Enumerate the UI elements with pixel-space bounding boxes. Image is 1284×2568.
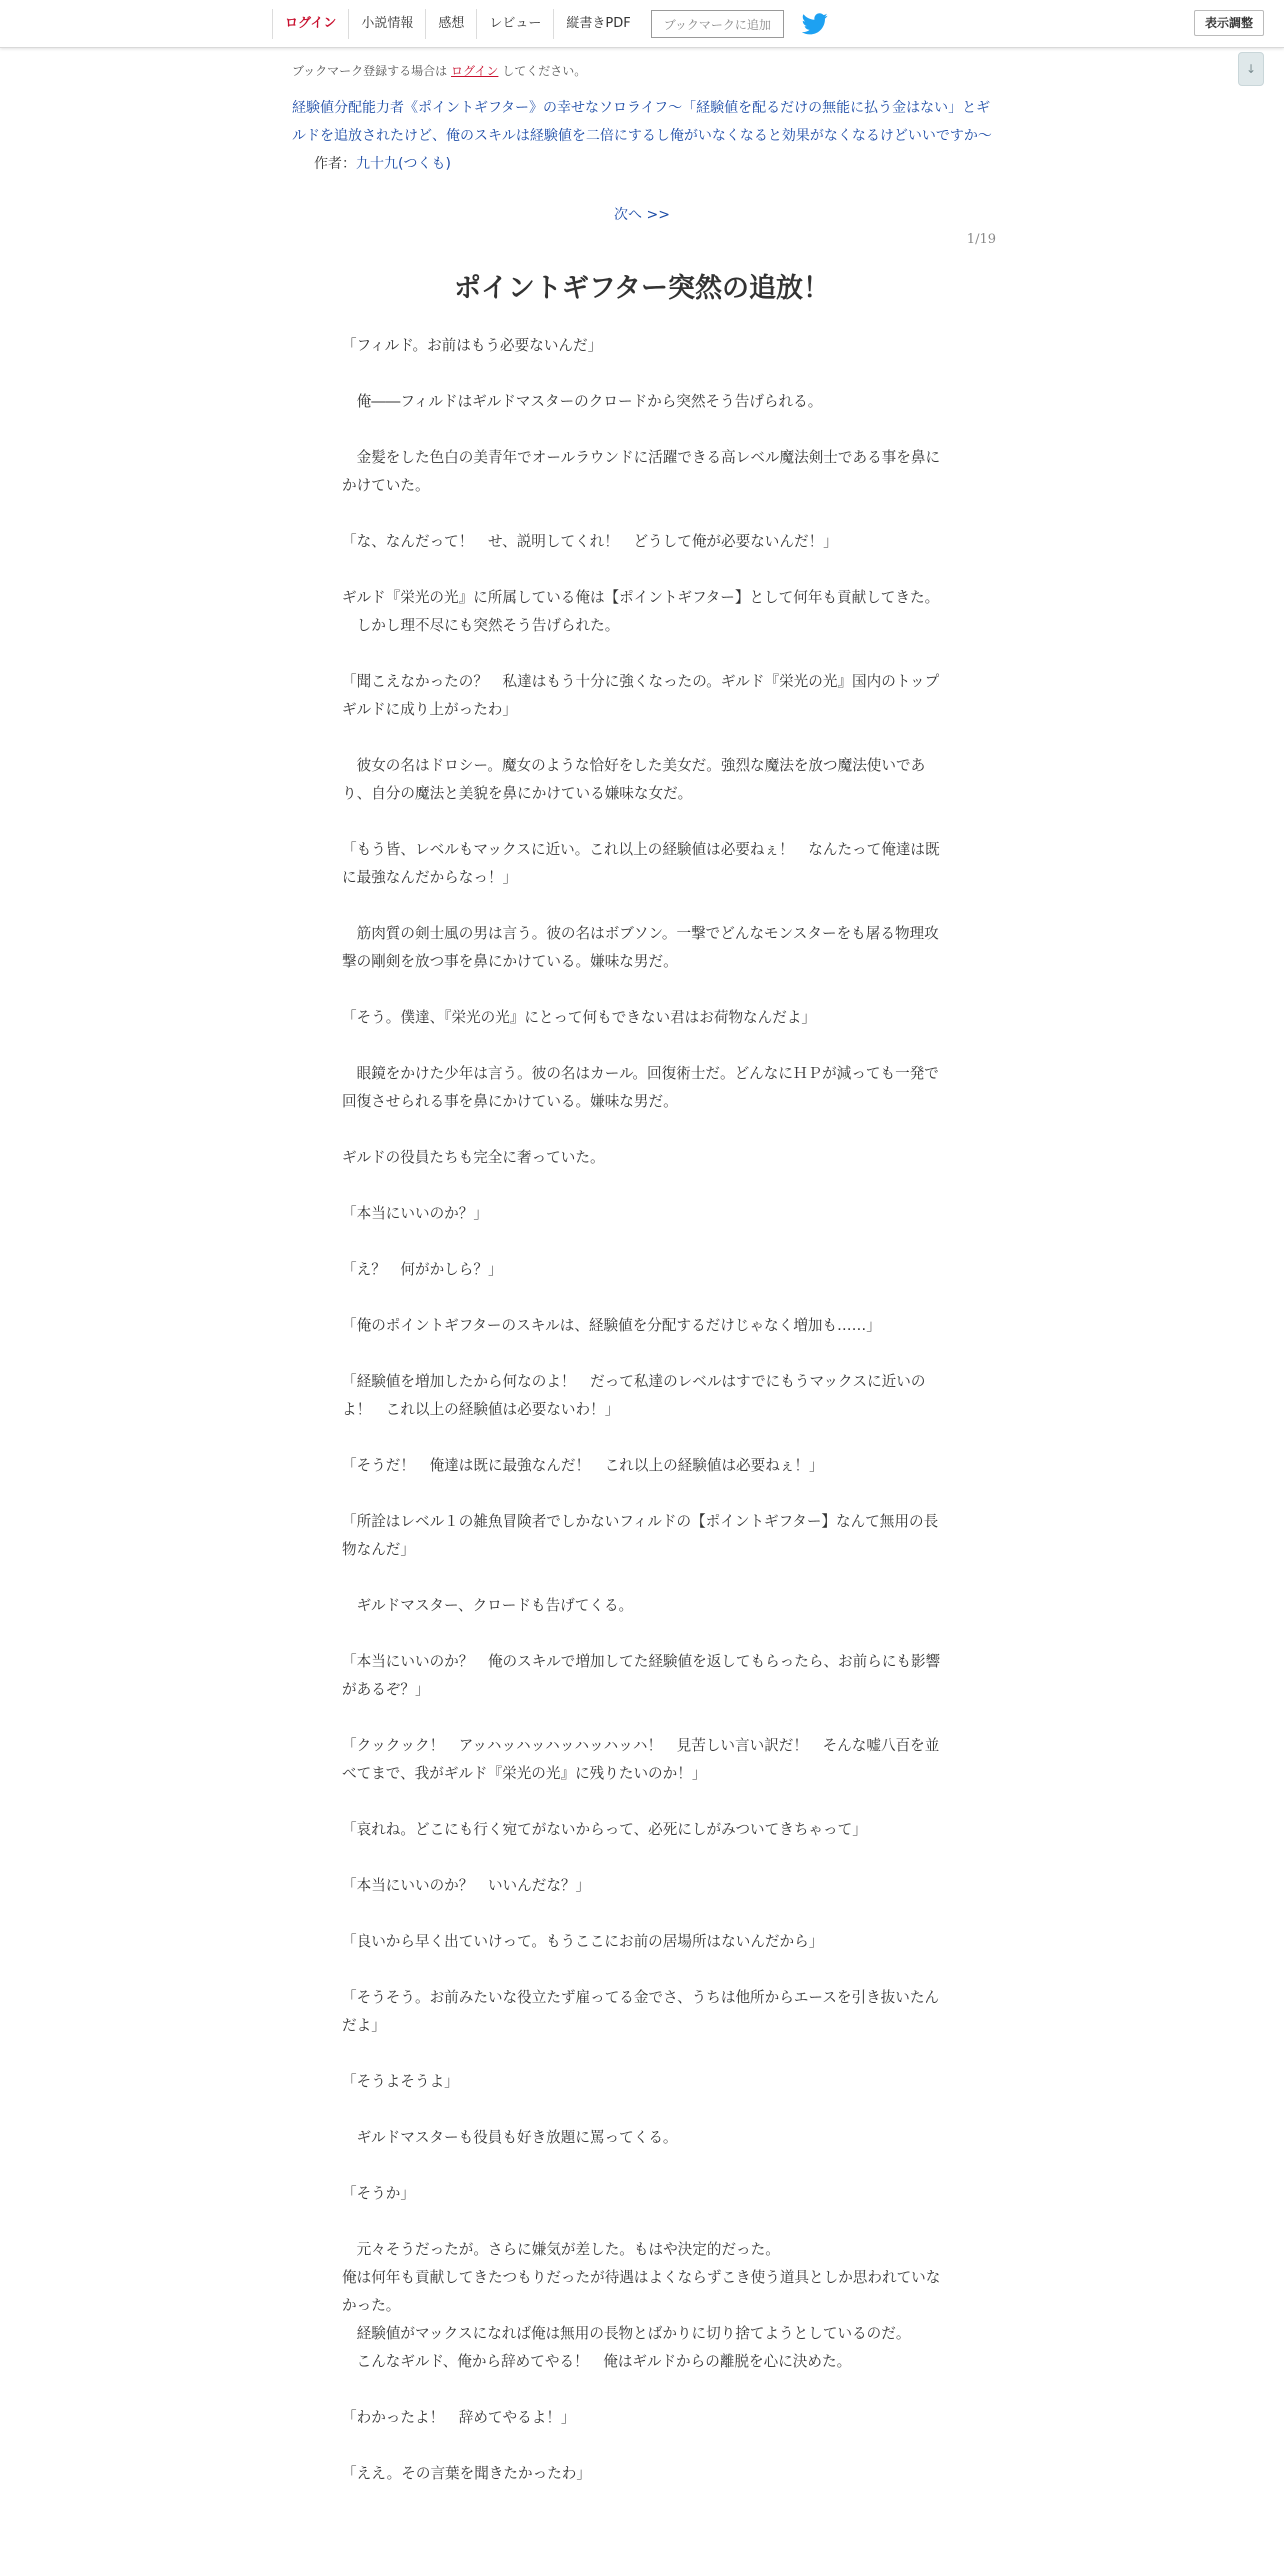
nav-menu [272, 8, 828, 40]
paragraph: ギルド『栄光の光』に所属している俺は【ポイントギフター】として何年も貢献してきた。 しかし理不尽にも突然そう告げられた。 [342, 589, 940, 634]
add-bookmark-button[interactable]: ブックマークに追加 [651, 10, 784, 38]
paragraph: 彼女の名はドロシー。魔女のような恰好をした美女だ。強烈な魔法を放つ魔法使いであり、自分の魔法と美貌を鼻にかけている嫌味な女だ。 [342, 757, 926, 802]
paragraph: 「もう皆、レベルもマックスに近い。これ以上の経験値は必要ねぇ！ なんたって俺達は既に最強なんだからなっ！」 [342, 841, 940, 886]
paragraph: 「そうか」 [342, 2185, 415, 2202]
paragraph: ギルドマスターも役員も好き放題に罵ってくる。 [342, 2129, 678, 2146]
bookmark-login-notice [292, 62, 586, 79]
author-label: 作者： [314, 156, 356, 172]
notice-text-after: してください。 [502, 64, 587, 78]
paragraph: 「え？ 何がかしら？」 [342, 1261, 503, 1278]
twitter-bird-icon[interactable] [802, 13, 828, 35]
paragraph: 俺――フィルドはギルドマスターのクロードから突然そう告げられる。 [342, 393, 823, 410]
paragraph: 元々そうだったが。さらに嫌気が差した。もはや決定的だった。 俺は何年も貢献してきたつもりだったが待遇はよくならずこき使う道具としか思われていなかった。 経験値がマックスになれば俺は無用の長物とばかりに切り捨てようとしているのだ。 こんなギルド、俺から辞めてやる！ 俺はギルドからの離脱を心に決めた。 [342, 2241, 941, 2370]
paragraph: 「哀れね。どこにも行く宛てがないからって、必死にしがみついてきちゃって」 [342, 1821, 867, 1838]
paragraph: ギルドの役員たちも完全に奢っていた。 [342, 1149, 605, 1166]
paragraph: 「そうそう。お前みたいな役立たず雇ってる金でさ、うちは他所からエースを引き抜いたんだよ」 [342, 1989, 940, 2034]
paragraph: 「フィルド。お前はもう必要ないんだ」 [342, 337, 603, 354]
series-title-link[interactable]: 経験値分配能力者《ポイントギフター》の幸せなソロライフ〜「経験値を配るだけの無能に払う金はない」とギルドを追放されたけど、俺のスキルは経験値を二倍にするし俺がいなくなると効果がなくなるけどいいですか〜 [292, 100, 992, 144]
top-navigation-bar [0, 0, 1284, 48]
display-settings-button[interactable]: 表示調整 [1194, 10, 1264, 36]
paragraph: 「な、なんだって！ せ、説明してくれ！ どうして俺が必要ないんだ！」 [342, 533, 838, 550]
paragraph: 「経験値を増加したから何なのよ！ だって私達のレベルはすでにもうマックスに近いのよ！ これ以上の経験値は必要ないわ！」 [342, 1373, 926, 1418]
nav-novel-info-link[interactable]: 小説情報 [348, 9, 425, 39]
next-page-link[interactable]: 次へ >> [614, 207, 670, 223]
paragraph: 「俺のポイントギフターのスキルは、経験値を分配するだけじゃなく増加も……」 [342, 1317, 881, 1334]
novel-body-text [342, 332, 942, 2488]
paragraph: 「ええ。その言葉を聞きたかったわ」 [342, 2465, 591, 2482]
paragraph: 眼鏡をかけた少年は言う。彼の名はカール。回復術士だ。どんなにＨＰが減っても一発で回復させられる事を鼻にかけている。嫌味な男だ。 [342, 1065, 939, 1110]
notice-text-before: ブックマーク登録する場合は [292, 64, 448, 78]
nav-login-link[interactable]: ログイン [272, 9, 348, 39]
paragraph: 「そうだ！ 俺達は既に最強なんだ！ これ以上の経験値は必要ねぇ！」 [342, 1457, 824, 1474]
paragraph: 「クックック！ アッハッハッハッハッハッハ！ 見苦しい言い訳だ！ そんな嘘八百を並べてまで、我がギルド『栄光の光』に残りたいのか！」 [342, 1737, 940, 1782]
paragraph: 「聞こえなかったの？ 私達はもう十分に強くなったの。ギルド『栄光の光』国内のトップギルドに成り上がったわ」 [342, 673, 940, 718]
nav-review-link[interactable]: レビュー [476, 9, 553, 39]
paragraph: ギルドマスター、クロードも告げてくる。 [342, 1597, 634, 1614]
author-link[interactable]: 九十九(つくも) [356, 156, 451, 172]
paragraph: 「そうよそうよ」 [342, 2073, 459, 2090]
next-page-nav [0, 204, 1284, 224]
paragraph: 「わかったよ！ 辞めてやるよ！」 [342, 2409, 576, 2426]
paragraph: 金髪をした色白の美青年でオールラウンドに活躍できる高レベル魔法剣士である事を鼻にかけていた。 [342, 449, 941, 494]
paragraph: 「本当にいいのか？ 俺のスキルで増加してた経験値を返してもらったら、お前らにも影響があるぞ？」 [342, 1653, 941, 1698]
paragraph: 「本当にいいのか？」 [342, 1205, 488, 1222]
page-number: 1/19 [966, 232, 996, 247]
paragraph: 「そう。僕達、『栄光の光』にとって何もできない君はお荷物なんだよ」 [342, 1009, 817, 1026]
chapter-title: ポイントギフター突然の追放！ [453, 273, 831, 304]
notice-login-link[interactable]: ログイン [451, 64, 499, 78]
paragraph: 「本当にいいのか？ いいんだな？」 [342, 1877, 591, 1894]
nav-pdf-link[interactable]: 縦書きPDF [553, 9, 642, 39]
paragraph: 筋肉質の剣士風の男は言う。彼の名はボブソン。一撃でどんなモンスターをも屠る物理攻撃の剛剣を放つ事を鼻にかけている。嫌味な男だ。 [342, 925, 939, 970]
nav-impressions-link[interactable]: 感想 [425, 9, 476, 39]
novel-series-header [292, 94, 1002, 178]
paragraph: 「所詮はレベル１の雑魚冒険者でしかないフィルドの【ポイントギフター】なんて無用の長物なんだ」 [342, 1513, 939, 1558]
scroll-down-button[interactable]: ↓ [1238, 52, 1264, 86]
paragraph: 「良いから早く出ていけって。もうここにお前の居場所はないんだから」 [342, 1933, 824, 1950]
